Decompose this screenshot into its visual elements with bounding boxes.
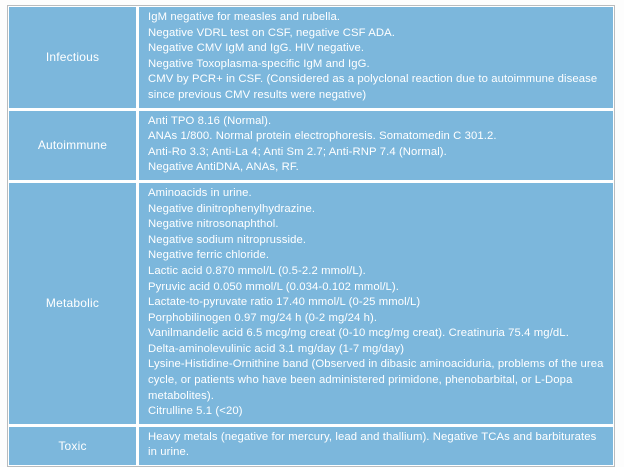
row-label-metabolic [9, 183, 136, 424]
result-line: Lactate-to-pyruvate ratio 17.40 mmol/L (0-25 mmol/L) [148, 296, 421, 309]
row-label-infectious [9, 7, 136, 108]
row-content-metabolic [139, 183, 613, 424]
result-line: Aminoacids in urine. [148, 186, 252, 199]
row-label-toxic [9, 427, 136, 465]
result-line: Anti-Ro 3.3; Anti-La 4; Anti Sm 2.7; Anti-RNP 7.4 (Normal). [148, 145, 447, 158]
result-line: Negative nitrosonaphthol. [148, 218, 279, 231]
result-line: Delta-aminolevulinic acid 3.1 mg/day (1-7 mg/day) [148, 342, 405, 355]
row-content-toxic [139, 427, 613, 465]
lab-results-table [7, 5, 615, 467]
result-line: Negative CMV IgM and IgG. HIV negative. [148, 42, 365, 55]
result-line: ANAs 1/800. Normal protein electrophoresis. Somatomedin C 301.2. [148, 130, 497, 143]
result-line: Heavy metals (negative for mercury, lead and thallium). Negative TCAs and barbiturates in urine. [148, 430, 597, 459]
result-line: Lactic acid 0.870 mmol/L (0.5-2.2 mmol/L). [148, 264, 366, 277]
result-line: CMV by PCR+ in CSF. (Considered as a polyclonal reaction due to autoimmune disease since previous CMV results were negative) [148, 73, 598, 101]
result-line: Lysine-Histidine-Ornithine band (Observed in dibasic aminoaciduria, problems of the urea cycle, or patients who have been administered primidone, phenobarbital, or L-Dopa metabolites). [148, 358, 604, 402]
result-line: Negative Toxoplasma-specific IgM and IgG. [148, 57, 370, 70]
row-label-text: Infectious [45, 50, 100, 65]
result-line: Anti TPO 8.16 (Normal). [148, 114, 272, 127]
row-label-autoimmune [9, 111, 136, 180]
result-line: Negative VDRL test on CSF, negative CSF ADA. [148, 26, 395, 39]
result-line: Negative AntiDNA, ANAs, RF. [148, 161, 299, 174]
row-content-autoimmune [139, 111, 613, 180]
row-label-text: Metabolic [45, 296, 100, 311]
result-line: Porphobilinogen 0.97 mg/24 h (0-2 mg/24 h). [148, 311, 378, 324]
row-content-infectious [139, 7, 613, 108]
row-label-text: Toxic [58, 438, 87, 453]
result-line: Negative sodium nitroprusside. [148, 233, 307, 246]
result-line: Citrulline 5.1 (<20) [148, 405, 243, 418]
row-label-text: Autoimmune [37, 138, 108, 153]
result-line: Negative dinitrophenylhydrazine. [148, 202, 316, 215]
result-line: IgM negative for measles and rubella. [148, 11, 341, 23]
table-grid [8, 6, 614, 466]
result-line: Negative ferric chloride. [148, 249, 270, 262]
result-line: Pyruvic acid 0.050 mmol/L (0.034-0.102 mmol/L). [148, 280, 400, 293]
result-line: Vanilmandelic acid 6.5 mcg/mg creat (0-10 mcg/mg creat). Creatinuria 75.4 mg/dL. [148, 327, 569, 340]
